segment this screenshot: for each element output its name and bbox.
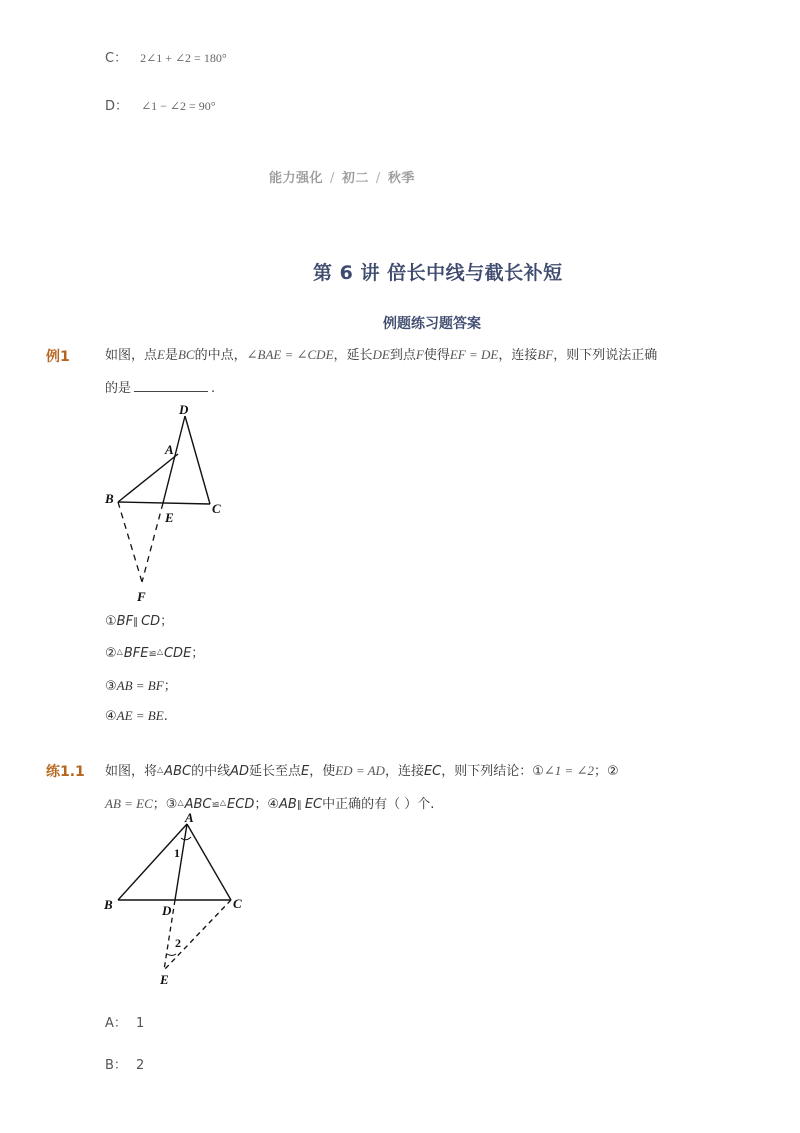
p11-l2-t1: ；③ — [152, 797, 178, 812]
section-title: 例题练习题答案 — [383, 316, 481, 332]
p11-m6: ∠1 = ∠2 — [543, 763, 594, 778]
p11-l2-m1: AB = EC — [105, 796, 153, 811]
segment-ac — [187, 824, 231, 900]
p11-l2-rel: ≌ — [211, 800, 220, 811]
option-c-expr: 2∠1 + ∠2 = 180° — [140, 51, 227, 65]
p11-t7: ；② — [593, 764, 619, 779]
option-c — [105, 47, 227, 66]
triangle-icon: △ — [116, 647, 123, 656]
p11-l2-m5: EC — [304, 797, 323, 812]
p11-t1: 如图，将 — [105, 764, 158, 779]
p11-m4: ED = AD — [335, 763, 385, 778]
label-a: A — [165, 442, 174, 457]
statement-2-rel: ≌ — [148, 649, 157, 660]
angle-1-arc — [181, 837, 191, 840]
statement-1-b: CD — [141, 614, 161, 629]
label-e: E — [160, 972, 169, 987]
statement-4-num: ④ — [105, 709, 117, 724]
breadcrumb-part1: 能力强化 — [269, 171, 324, 186]
angle-2-arc — [167, 954, 176, 956]
triangle-icon: △ — [177, 798, 184, 807]
segment-bc — [118, 502, 210, 504]
p11-l2-m3: ECD — [227, 797, 255, 812]
option-a-value: 1 — [136, 1016, 145, 1031]
option-c-label: C： — [105, 51, 128, 66]
label-c: C — [212, 501, 221, 516]
option-a-label: A： — [105, 1016, 127, 1031]
p11-t5: ，连接 — [384, 764, 424, 779]
breadcrumb-sep-2: / — [375, 171, 381, 186]
option-b-value: 2 — [136, 1058, 145, 1073]
segment-de — [163, 416, 185, 503]
option-d-expr: ∠1 − ∠2 = 90° — [141, 99, 216, 113]
ex1-m2: BC — [177, 347, 195, 362]
label-f: F — [137, 589, 146, 604]
ex1-m3: ∠BAE = ∠CDE — [246, 347, 334, 362]
statement-3-num: ③ — [105, 679, 117, 694]
ex1-t1: 如图，点 — [105, 348, 158, 363]
ex1-m6: EF = DE — [449, 347, 499, 362]
p11-l2-t3: 中正确的有（ ）个. — [322, 797, 435, 812]
p11-t4: ，使 — [309, 764, 336, 779]
statement-3-end: ； — [163, 679, 177, 694]
ex1-t2: 是 — [164, 348, 178, 363]
label-angle-1: 1 — [174, 846, 180, 860]
practice-1-1-label: 练1.1 — [46, 764, 85, 780]
p11-t6: ，则下列结论：① — [441, 764, 544, 779]
statement-4-end: . — [163, 709, 168, 724]
breadcrumb-part3: 秋季 — [387, 171, 415, 186]
p11-m5: EC — [423, 764, 442, 779]
p11-l2-rel2: ∥ — [296, 800, 302, 811]
statement-2-end: ； — [191, 646, 205, 661]
p11-l2-m2: ABC — [184, 797, 212, 812]
ex1-m7: BF — [537, 347, 554, 362]
option-b-label: B： — [105, 1058, 127, 1073]
p11-m2: AD — [230, 764, 249, 779]
p11-t2: 的中线 — [191, 764, 231, 779]
practice-1-1-line1 — [105, 753, 755, 789]
segment-bf — [118, 502, 142, 582]
triangle-icon: △ — [157, 765, 164, 774]
p11-t3: 延长至点 — [248, 764, 301, 779]
p11-l2-m4: AB — [279, 797, 297, 812]
p11-l2-t2: ；④ — [254, 797, 279, 812]
statement-2-num: ② — [105, 646, 117, 661]
statement-2-a: BFE — [123, 646, 149, 661]
p11-m3: E — [301, 764, 310, 779]
practice-1-1-figure — [98, 812, 258, 992]
label-e: E — [165, 510, 174, 525]
label-angle-2: 2 — [175, 936, 181, 950]
ex1-m1: E — [157, 347, 165, 362]
statement-1 — [105, 610, 173, 629]
example-1-label: 例1 — [46, 349, 70, 365]
ex1-l2-t1: 的是 — [105, 381, 132, 396]
statement-4-expr: AE = BE — [116, 708, 164, 723]
breadcrumb-part2: 初二 — [341, 171, 369, 186]
statement-2-b: CDE — [163, 646, 192, 661]
label-d: D — [162, 903, 172, 918]
answer-blank — [134, 377, 208, 392]
p11-m1: ABC — [164, 764, 192, 779]
statement-2 — [105, 642, 204, 661]
option-d-label: D： — [105, 99, 129, 114]
segment-ef — [142, 503, 163, 582]
statement-3-expr: AB = BF — [116, 678, 164, 693]
triangle-icon: △ — [156, 647, 163, 656]
segment-ce — [164, 900, 231, 970]
ex1-t5: 到点 — [389, 348, 416, 363]
statement-1-a: BF — [116, 614, 134, 629]
option-d — [105, 95, 216, 114]
breadcrumb — [269, 167, 415, 186]
label-b: B — [104, 897, 113, 912]
ex1-t6: 使得 — [423, 348, 450, 363]
example-1-line1 — [105, 338, 745, 373]
statement-4 — [105, 708, 168, 724]
statement-1-rel: ∥ — [133, 617, 139, 628]
lecture-title: 第 6 讲 倍长中线与截长补短 — [313, 262, 563, 284]
breadcrumb-sep-1: / — [330, 171, 335, 186]
option-b — [105, 1054, 144, 1073]
ex1-m5: F — [415, 347, 424, 362]
label-a: A — [185, 812, 194, 825]
statement-3 — [105, 675, 177, 694]
ex1-t3: 的中点， — [194, 348, 247, 363]
option-a — [105, 1012, 144, 1031]
label-b: B — [105, 491, 114, 506]
ex1-m4: DE — [372, 347, 390, 362]
segment-dc — [185, 416, 210, 504]
example-1-figure — [95, 398, 235, 608]
label-d: D — [179, 402, 189, 417]
triangle-icon: △ — [219, 798, 227, 807]
ex1-t8: ，则下列说法正确 — [553, 348, 658, 363]
ex1-t7: ，连接 — [498, 348, 538, 363]
statement-1-end: ； — [160, 614, 174, 629]
ex1-t4: ，延长 — [333, 348, 373, 363]
statement-1-num: ① — [105, 614, 117, 629]
ex1-l2-t2: . — [211, 381, 216, 396]
label-c: C — [233, 896, 242, 911]
